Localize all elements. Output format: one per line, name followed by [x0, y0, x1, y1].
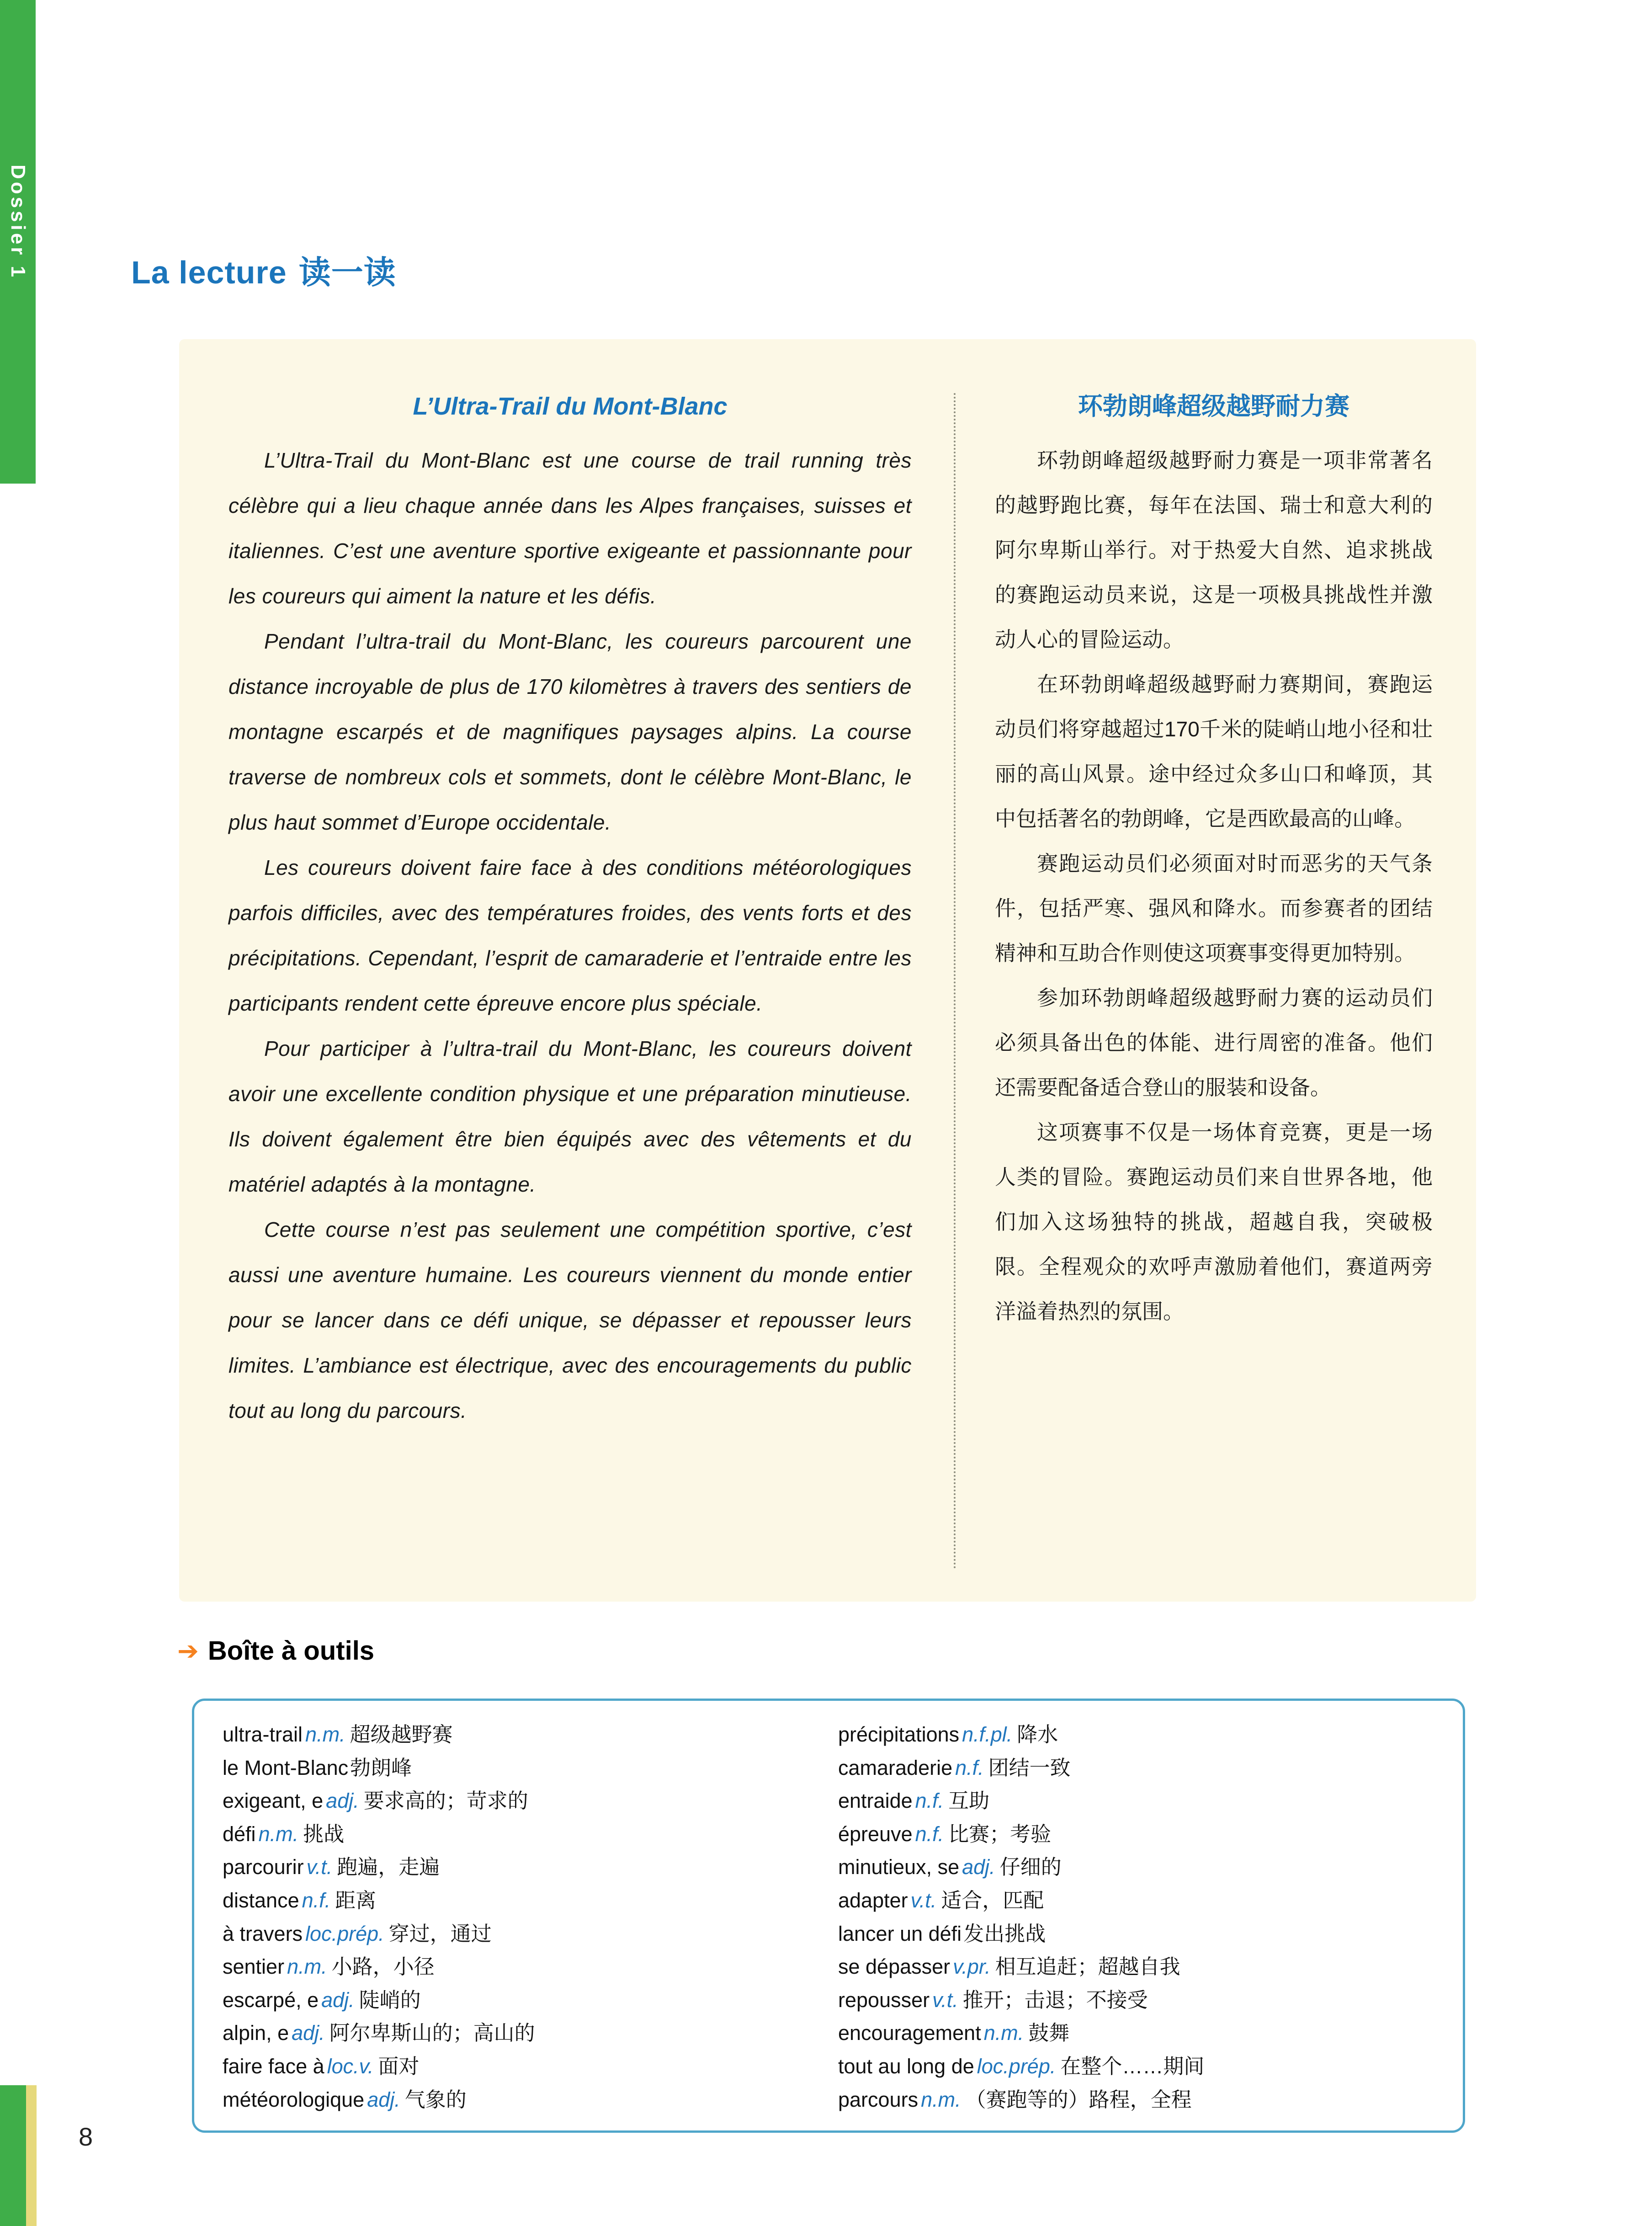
vocab-pos: adj.	[321, 1988, 355, 2012]
vocab-entry	[838, 1718, 1454, 1752]
vocab-word: parcours	[838, 2088, 919, 2111]
chinese-paragraph: 在环勃朗峰超级越野耐力赛期间，赛跑运动员们将穿越超过170千米的陡峭山地小径和壮丽的高山风景。途中经过众多山口和峰顶，其中包括著名的勃朗峰，它是西欧最高的山峰。	[995, 672, 1433, 831]
vocab-pos: n.f.	[302, 1888, 331, 1912]
vocab-pos: v.t.	[932, 1988, 958, 2012]
vocab-word: lancer un défi	[838, 1922, 962, 1945]
vocab-meaning: 推开；击退；不接受	[962, 1988, 1148, 2012]
vocab-entry	[223, 1718, 838, 1752]
vocab-pos: v.t.	[910, 1888, 937, 1912]
french-paragraph: L’Ultra-Trail du Mont-Blanc est une course de trail running très célèbre qui a lieu chaque année dans les Alpes françaises, suisses et italiennes. C’est une aventure sportive exigeante et passionnante pour les coureurs qui aiment la nature et les défis.	[228, 448, 912, 608]
vocab-meaning: 鼓舞	[1028, 2021, 1070, 2045]
french-paragraph: Les coureurs doivent faire face à des conditions météorologiques parfois difficiles, avec des températures froides, des vents forts et des précipitations. Cependant, l’esprit de camaraderie et l’entraide entre les participants rendent cette épreuve encore plus spéciale.	[228, 856, 912, 1015]
vocab-entry	[223, 1884, 838, 1917]
vocab-word: faire face à	[223, 2054, 324, 2078]
french-paragraph: Pour participer à l’ultra-trail du Mont-Blanc, les coureurs doivent avoir une excellente condition physique et une préparation minutieuse. Ils doivent également être bien équipés avec des vêtements et du matériel adaptés à la montagne.	[228, 1037, 912, 1196]
vocab-meaning: 陡峭的	[359, 1988, 421, 2012]
vocab-column-right	[838, 1718, 1454, 2117]
vocab-entry	[838, 1752, 1454, 1785]
chinese-paragraph: 赛跑运动员们必须面对时而恶劣的天气条件，包括严寒、强风和降水。而参赛者的团结精神和互助合作则使这项赛事变得更加特别。	[995, 852, 1433, 965]
vocab-word: parcourir	[223, 1855, 304, 1879]
vocab-pos: adj.	[962, 1855, 995, 1879]
vocab-entry	[838, 1884, 1454, 1917]
vocab-pos: n.f.	[915, 1789, 944, 1813]
french-passage-title: L’Ultra-Trail du Mont-Blanc	[413, 393, 728, 420]
vocab-column-left	[223, 1718, 838, 2117]
vocab-pos: n.m.	[258, 1822, 299, 1846]
vocab-pos: loc.prép.	[305, 1922, 384, 1945]
vocab-word: épreuve	[838, 1822, 913, 1846]
vocab-pos: n.f.pl.	[962, 1723, 1013, 1746]
vocab-entry	[223, 2083, 838, 2117]
french-paragraph: Pendant l’ultra-trail du Mont-Blanc, les coureurs parcourent une distance incroyable de plus de 170 kilomètres à travers des sentiers de montagne escarpés et de magnifiques paysages alpins. La course traverse de nombreux cols et sommets, dont le célèbre Mont-Blanc, le plus haut sommet d’Europe occidentale.	[228, 629, 912, 834]
vocab-meaning: 挑战	[303, 1822, 345, 1846]
vocab-pos: loc.prép.	[977, 2054, 1056, 2078]
vocab-word: alpin, e	[223, 2021, 289, 2045]
vocab-pos: v.pr.	[953, 1955, 991, 1979]
vocab-pos: n.f.	[955, 1756, 984, 1779]
vocab-entry	[223, 1784, 838, 1818]
vocab-meaning: 小路，小径	[331, 1955, 435, 1979]
vocab-meaning: 阿尔卑斯山的；高山的	[329, 2021, 535, 2045]
vocab-entry	[838, 1784, 1454, 1818]
page-title-chinese: 读一读	[298, 255, 396, 290]
vocab-meaning: （赛跑等的）路程，全程	[965, 2088, 1192, 2111]
french-paragraph: Cette course n’est pas seulement une compétition sportive, c’est aussi une aventure humaine. Les coureurs viennent du monde entier pour se lancer dans ce défi unique, se dépasser et repousser leurs limites. L’ambiance est électrique, avec des encouragements du public tout au long du parcours.	[228, 1218, 912, 1422]
vocab-entry	[838, 1917, 1454, 1951]
vocab-entry	[223, 1851, 838, 1884]
vocab-entry	[838, 2050, 1454, 2083]
reading-passage-box	[179, 339, 1476, 1602]
chinese-passage-title: 环勃朗峰超级越野耐力赛	[1078, 393, 1349, 420]
chinese-paragraph: 参加环勃朗峰超级越野耐力赛的运动员们必须具备出色的体能、进行周密的准备。他们还需要配备适合登山的服装和设备。	[995, 986, 1433, 1099]
vocab-pos: adj.	[367, 2088, 400, 2111]
dossier-sidebar	[0, 0, 36, 484]
vocab-meaning: 面对	[378, 2054, 420, 2078]
vocab-word: escarpé, e	[223, 1988, 319, 2012]
vocab-meaning: 跑遍，走遍	[337, 1855, 440, 1879]
chinese-column	[995, 390, 1433, 1602]
page-number: 8	[79, 2122, 93, 2151]
page-title-french: La lecture	[131, 255, 287, 290]
vocab-word: à travers	[223, 1922, 303, 1945]
orange-arrow-icon: ➔	[177, 1636, 199, 1665]
vocab-word: adapter	[838, 1888, 908, 1912]
vocab-word: défi	[223, 1822, 256, 1846]
vocab-meaning: 勃朗峰	[350, 1756, 412, 1779]
vocab-word: minutieux, se	[838, 1855, 960, 1879]
vocab-pos: n.f.	[915, 1822, 944, 1846]
dossier-label: Dossier 1	[7, 165, 29, 280]
vocab-entry	[838, 1851, 1454, 1884]
vocab-word: distance	[223, 1888, 299, 1912]
vocab-meaning: 比赛；考验	[948, 1822, 1052, 1846]
vocab-word: entraide	[838, 1789, 913, 1813]
vocab-entry	[223, 1984, 838, 2017]
vocab-pos: adj.	[326, 1789, 359, 1813]
vocab-entry	[838, 2017, 1454, 2050]
vocab-entry	[223, 1818, 838, 1851]
vocab-entry	[223, 1917, 838, 1951]
vocab-pos: n.m.	[287, 1955, 327, 1979]
vocab-meaning: 距离	[335, 1888, 377, 1912]
page-title	[131, 247, 396, 293]
vocab-meaning: 仔细的	[999, 1855, 1062, 1879]
vocab-entry	[223, 2017, 838, 2050]
chinese-paragraph: 这项赛事不仅是一场体育竞赛，更是一场人类的冒险。赛跑运动员们来自世界各地，他们加入这场独特的挑战，超越自我，突破极限。全程观众的欢呼声激励着他们，赛道两旁洋溢着热烈的氛围。	[995, 1120, 1433, 1323]
vocab-word: se dépasser	[838, 1955, 951, 1979]
bottom-yellow-bar	[26, 2085, 37, 2226]
vocab-entry	[223, 1950, 838, 1984]
vocab-word: exigeant, e	[223, 1789, 324, 1813]
vocab-meaning: 团结一致	[988, 1756, 1071, 1779]
vocab-pos: n.m.	[305, 1723, 345, 1746]
bottom-green-bar	[0, 2085, 26, 2226]
vocab-meaning: 发出挑战	[963, 1922, 1046, 1945]
vocab-pos: n.m.	[983, 2021, 1024, 2045]
vocab-meaning: 降水	[1017, 1723, 1058, 1746]
vocab-entry	[223, 1752, 838, 1785]
vocab-word: ultra-trail	[223, 1723, 303, 1746]
vocab-pos: v.t.	[306, 1855, 333, 1879]
vocab-word: le Mont-Blanc	[223, 1756, 349, 1779]
vocab-meaning: 穿过，通过	[388, 1922, 492, 1945]
vocab-pos: n.m.	[921, 2088, 961, 2111]
vocab-meaning: 相互追赶；超越自我	[995, 1955, 1180, 1979]
vocab-meaning: 适合，匹配	[941, 1888, 1044, 1912]
vocab-word: précipitations	[838, 1723, 960, 1746]
toolbox-header-label: Boîte à outils	[207, 1636, 375, 1666]
vocab-meaning: 超级越野赛	[350, 1723, 453, 1746]
vocab-entry	[223, 2050, 838, 2083]
vocab-word: camaraderie	[838, 1756, 953, 1779]
vocab-meaning: 气象的	[404, 2088, 467, 2111]
vocab-word: tout au long de	[838, 2054, 974, 2078]
french-column	[228, 390, 912, 1602]
vocab-word: météorologique	[223, 2088, 365, 2111]
vocab-pos: loc.v.	[327, 2054, 374, 2078]
vocab-entry	[838, 1818, 1454, 1851]
vocab-meaning: 互助	[948, 1789, 990, 1813]
chinese-paragraph: 环勃朗峰超级越野耐力赛是一项非常著名的越野跑比赛，每年在法国、瑞士和意大利的阿尔卑斯山举行。对于热爱大自然、追求挑战的赛跑运动员来说，这是一项极具挑战性并激动人心的冒险运动。	[995, 448, 1433, 651]
vocabulary-box	[192, 1699, 1465, 2133]
vocab-meaning: 在整个……期间	[1060, 2054, 1205, 2078]
vocab-meaning: 要求高的；苛求的	[363, 1789, 528, 1813]
vocab-pos: adj.	[292, 2021, 325, 2045]
vocab-entry	[838, 2083, 1454, 2117]
vocab-word: repousser	[838, 1988, 930, 2012]
toolbox-header	[177, 1635, 374, 1666]
vocab-word: sentier	[223, 1955, 285, 1979]
vocab-entry	[838, 1984, 1454, 2017]
vocab-entry	[838, 1950, 1454, 1984]
vocab-word: encouragement	[838, 2021, 981, 2045]
column-divider	[954, 393, 956, 1570]
